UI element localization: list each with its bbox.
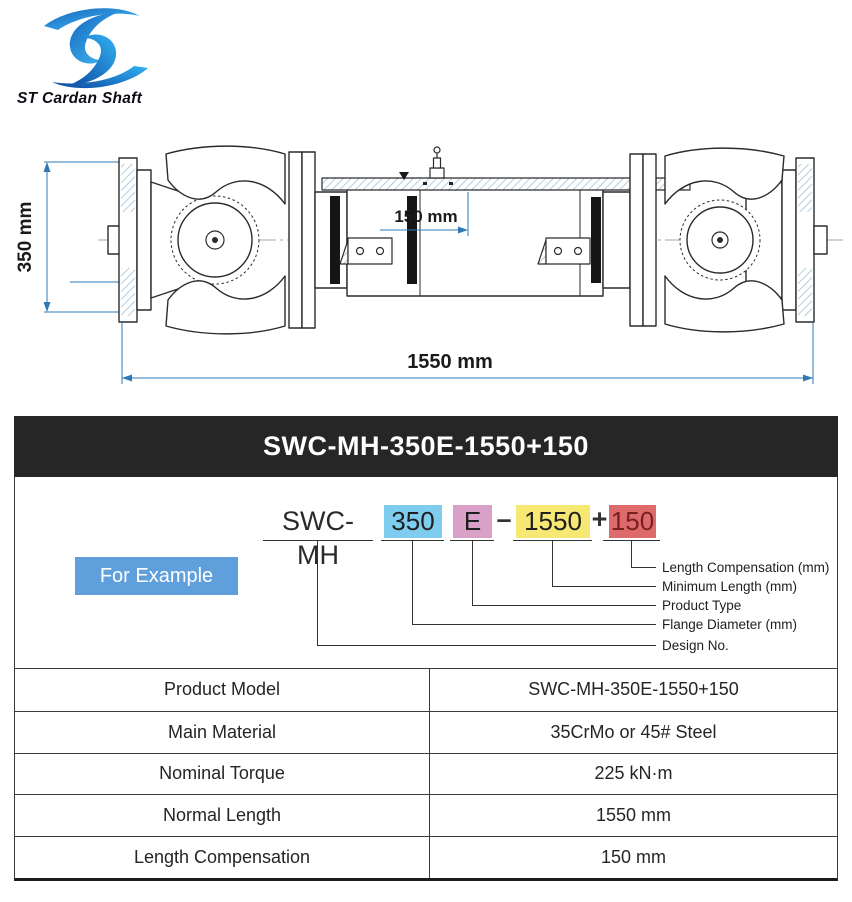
grease-nipple — [430, 147, 444, 178]
code-separator-dash: – — [496, 504, 512, 534]
code-separator-plus: + — [591, 504, 608, 534]
right-flange-pair-a — [630, 154, 643, 326]
callout-flange-diameter: Flange Diameter (mm) — [662, 617, 798, 632]
logo-text: ST Cardan Shaft — [17, 90, 143, 107]
spec-value-normal-length: 1550 mm — [429, 794, 837, 836]
spec-label-normal-length: Normal Length — [15, 794, 429, 836]
spec-table — [14, 668, 838, 881]
spec-label-nominal-torque: Nominal Torque — [15, 753, 429, 795]
callout-line — [472, 605, 656, 606]
callout-design-no: Design No. — [662, 638, 729, 653]
callout-line — [412, 624, 656, 625]
seal-bar — [330, 196, 340, 284]
callout-line — [552, 541, 553, 587]
callout-line — [631, 541, 632, 568]
bracket-plate — [546, 238, 590, 264]
spec-value-nominal-torque: 225 kN·m — [429, 753, 837, 795]
for-example-badge: For Example — [75, 557, 238, 595]
callout-line — [317, 541, 318, 646]
right-yoke-bottom-horn — [665, 276, 784, 332]
spec-label-length-compensation: Length Compensation — [15, 836, 429, 878]
code-flange-diameter: 350 — [384, 505, 442, 538]
right-yoke-top-horn — [665, 148, 784, 204]
dim-150-label: 150 mm — [394, 207, 458, 226]
callout-line — [317, 645, 656, 646]
model-header-bar — [14, 416, 838, 477]
callout-line — [631, 567, 656, 568]
callout-line — [412, 541, 413, 625]
callout-product-type: Product Type — [662, 598, 742, 613]
right-tube — [603, 192, 630, 288]
seal-bar — [591, 197, 601, 283]
callout-length-compensation: Length Compensation (mm) — [662, 560, 830, 575]
spec-label-main-material: Main Material — [15, 711, 429, 753]
left-yoke-top-horn — [166, 146, 285, 204]
code-product-type: E — [453, 505, 492, 538]
code-design-no: SWC-MH — [282, 506, 354, 570]
logo-swirl-icon — [22, 4, 172, 92]
spec-value-product-model: SWC-MH-350E-1550+150 — [429, 669, 837, 711]
callout-line — [552, 586, 656, 587]
code-minimum-length: 1550 — [516, 505, 590, 538]
spec-value-length-compensation: 150 mm — [429, 836, 837, 878]
callout-minimum-length: Minimum Length (mm) — [662, 579, 798, 594]
right-adapter — [782, 170, 796, 310]
spec-label-product-model: Product Model — [163, 679, 281, 700]
spec-value-main-material: 35CrMo or 45# Steel — [429, 711, 837, 753]
code-length-compensation: 150 — [610, 506, 655, 536]
dim-1550-label: 1550 mm — [407, 351, 493, 373]
left-adapter — [137, 170, 151, 310]
bracket-plate — [348, 238, 392, 264]
model-title: SWC-MH-350E-1550+150 — [263, 431, 589, 461]
code-underline — [263, 540, 373, 541]
right-flange-pair-b — [643, 154, 656, 326]
dim-350-label: 350 mm — [15, 201, 36, 273]
left-yoke-bottom-horn — [166, 276, 285, 334]
right-pilot-block — [814, 226, 827, 254]
left-flange-pair-a — [289, 152, 302, 328]
left-flange-pair-b — [302, 152, 315, 328]
callout-line — [472, 541, 473, 606]
shaft-technical-drawing — [0, 140, 852, 410]
